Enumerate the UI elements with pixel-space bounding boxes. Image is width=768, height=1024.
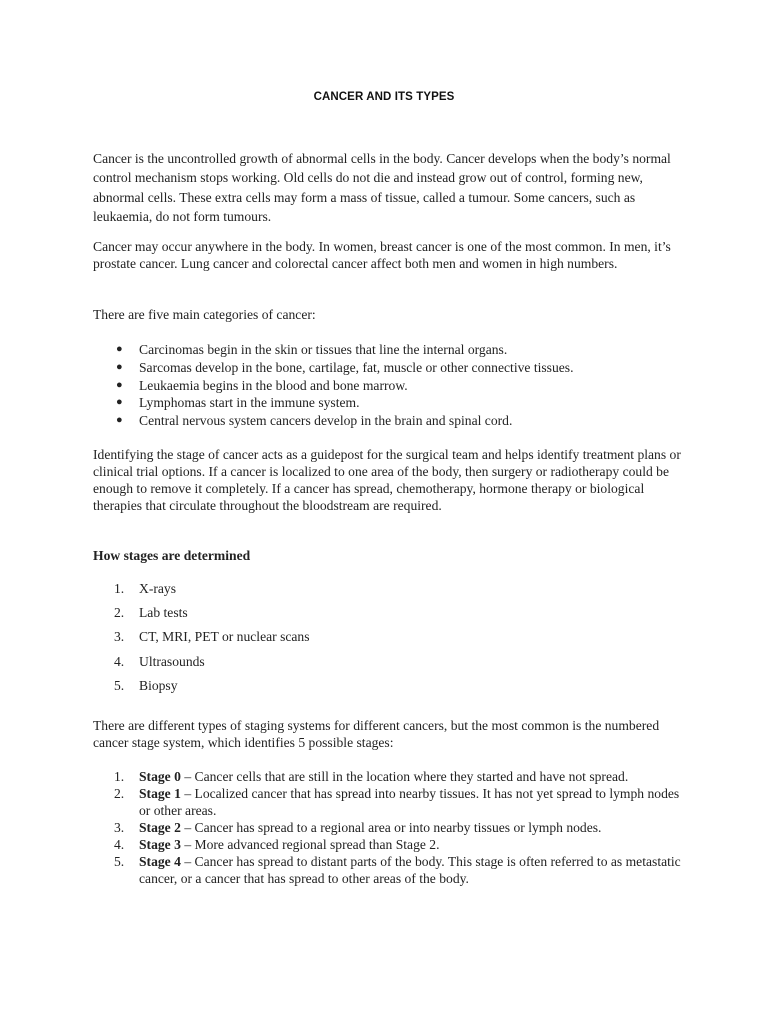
intro-paragraph: Cancer is the uncontrolled growth of abnormal cells in the body. Cancer develops when the body’s normal control mechanism stops working. Old cells do not die and instead grow out of control, forming new, abnormal cells. These extra cells may form a mass of tissue, called a tumour. Some cancers, such as leukaemia, do not form tumours. <box>93 151 671 224</box>
list-item <box>93 836 685 853</box>
bullet-icon: ● <box>116 396 123 409</box>
method-text: Lab tests <box>139 605 188 621</box>
list-item <box>93 677 683 701</box>
category-text: Central nervous system cancers develop in the brain and spinal cord. <box>139 413 513 429</box>
list-item <box>93 653 683 677</box>
section-heading: How stages are determined <box>93 548 251 563</box>
list-item <box>93 377 683 395</box>
stage-label: Stage 3 <box>139 837 181 852</box>
method-text: Biopsy <box>139 677 178 693</box>
list-item <box>93 628 683 652</box>
stage-text: – Cancer has spread to a regional area or into nearby tissues or lymph nodes. <box>180 820 602 835</box>
stage-label: Stage 4 <box>139 854 181 869</box>
list-item <box>93 604 683 628</box>
list-number: 3. <box>114 629 125 645</box>
list-number: 4. <box>114 653 125 669</box>
list-number: 3. <box>114 820 125 835</box>
list-item <box>93 412 683 430</box>
stage-label: Stage 1 <box>139 786 181 801</box>
list-item <box>93 580 683 604</box>
category-text: Sarcomas develop in the bone, cartilage, fat, muscle or other connective tissues. <box>139 359 574 375</box>
stage-text: – Cancer has spread to distant parts of the body. This stage is often referred to as metastatic cancer, or a cancer that has spread to other areas of the body. <box>139 854 681 886</box>
stages-intro: There are different types of staging systems for different cancers, but the most common is the numbered cancer stage system, which identifies 5 possible stages: <box>93 718 660 750</box>
bullet-icon: ● <box>116 360 123 373</box>
list-item <box>93 359 683 377</box>
document-title: CANCER AND ITS TYPES <box>313 91 455 103</box>
stage-text: – Cancer cells that are still in the location where they started and have not spread. <box>180 769 629 784</box>
methods-list <box>93 580 683 701</box>
list-number: 5. <box>114 677 125 693</box>
list-number: 1. <box>114 769 125 784</box>
stage-label: Stage 2 <box>139 820 181 835</box>
stages-list <box>93 768 685 887</box>
list-number: 2. <box>114 786 125 801</box>
list-item <box>93 394 683 412</box>
list-item <box>93 768 685 785</box>
list-number: 4. <box>114 837 125 852</box>
stage-text: – More advanced regional spread than Stage 2. <box>180 837 440 852</box>
method-text: X-rays <box>139 581 176 596</box>
bullet-icon: ● <box>116 378 123 391</box>
category-text: Carcinomas begin in the skin or tissues that line the internal organs. <box>139 342 508 357</box>
bullet-icon: ● <box>116 343 123 355</box>
occurrence-paragraph: Cancer may occur anywhere in the body. In women, breast cancer is one of the most common. In men, it’s prostate cancer. Lung cancer and colorectal cancer affect both men and women in high numbers. <box>93 239 671 271</box>
method-text: Ultrasounds <box>139 653 205 669</box>
categories-intro: There are five main categories of cancer: <box>93 307 316 322</box>
stage-label: Stage 0 <box>139 769 181 784</box>
method-text: CT, MRI, PET or nuclear scans <box>139 629 310 645</box>
list-item <box>93 341 683 359</box>
categories-list <box>93 341 683 430</box>
list-item <box>93 853 685 887</box>
list-number: 2. <box>114 605 125 621</box>
list-number: 1. <box>114 581 125 596</box>
staging-paragraph: Identifying the stage of cancer acts as a guidepost for the surgical team and helps identify treatment plans or clinical trial options. If a cancer is localized to one area of the body, then surgery or radiotherapy could be enough to remove it completely. If a cancer has spread, chemotherapy, hormone therapy or biological therapies that circulate throughout the bloodstream are required. <box>93 447 681 513</box>
list-item <box>93 785 685 819</box>
stage-text: – Localized cancer that has spread into nearby tissues. It has not yet spread to lymph nodes or other areas. <box>139 786 680 818</box>
list-number: 5. <box>114 854 125 869</box>
bullet-icon: ● <box>116 414 123 427</box>
category-text: Leukaemia begins in the blood and bone marrow. <box>139 377 408 393</box>
list-item <box>93 819 685 836</box>
category-text: Lymphomas start in the immune system. <box>139 395 360 411</box>
